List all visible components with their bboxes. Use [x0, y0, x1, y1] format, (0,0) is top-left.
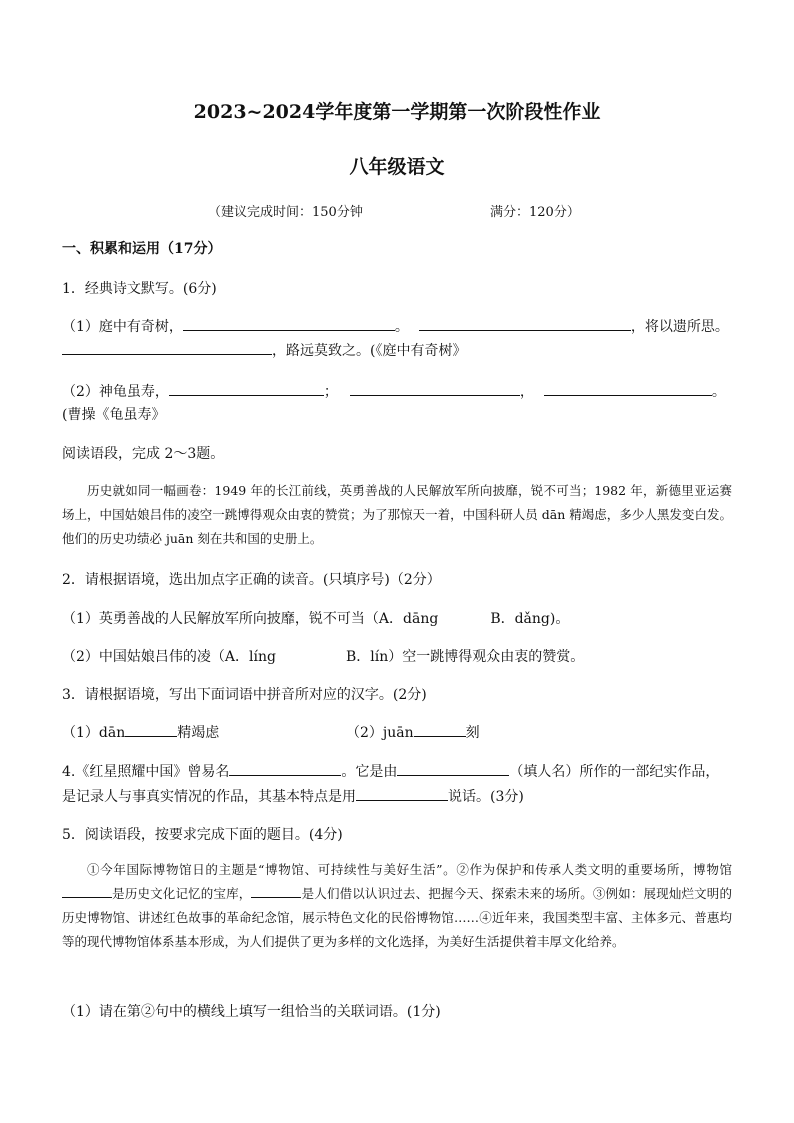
- section-heading: 一、积累和运用（17分）: [62, 241, 222, 257]
- q3-stem: 3．请根据语境，写出下面词语中拼音所对应的汉字。(2分): [62, 687, 427, 703]
- document-subtitle: 八年级语文: [349, 156, 445, 178]
- answer-blank[interactable]: [414, 722, 466, 737]
- answer-blank[interactable]: [229, 761, 341, 776]
- answer-blank[interactable]: [62, 883, 112, 898]
- q3-item-2: （2）juān 刻: [346, 722, 480, 742]
- answer-blank[interactable]: [397, 761, 509, 776]
- q5-sub-1: （1）请在第②句中的横线上填写一组恰当的关联词语。(1分): [62, 1004, 441, 1020]
- answer-blank[interactable]: [251, 883, 301, 898]
- document-title: 2023~2024学年度第一学期第一次阶段性作业: [193, 101, 601, 123]
- q2-item-2: （2）中国姑娘吕伟的凌（A．líng B．lín）空一跳博得观众由衷的赞赏。: [62, 649, 585, 665]
- q1-line-1: （1）庭中有奇树， 。 ，将以遗所思。: [62, 316, 729, 336]
- reading-prompt: 阅读语段，完成 2～3题。: [62, 446, 225, 462]
- q2-stem: 2．请根据语境，选出加点字正确的读音。(只填序号)（2分）: [62, 572, 441, 588]
- answer-blank[interactable]: [419, 316, 631, 331]
- answer-blank[interactable]: [350, 381, 520, 396]
- answer-blank[interactable]: [544, 381, 712, 396]
- answer-blank[interactable]: [356, 786, 448, 801]
- answer-blank[interactable]: [125, 722, 177, 737]
- answer-blank[interactable]: [183, 316, 395, 331]
- q1-stem: 1．经典诗文默写。(6分): [62, 281, 217, 297]
- time-info: （建议完成时间：150分钟: [208, 205, 363, 220]
- score-info: 满分：120分）: [490, 205, 580, 220]
- reading-passage: 历史就如同一幅画卷：1949 年的长江前线，英勇善战的人民解放军所向披靡，锐不可当；1982 年，新德里亚运赛场上，中国姑娘吕伟的凌空一跳博得观众由衷的赞赏；为了那惊天一着，中国科研人员 dān 精竭虑，多少人黑发变白发。他们的历史功绩必 juān 刻在共和国的史册上。: [62, 483, 732, 546]
- q2-item-1: （1）英勇善战的人民解放军所向披靡，锐不可当（A．dāng B．dǎng)。: [62, 611, 570, 627]
- q4-line-2: 是记录人与事真实情况的作品，其基本特点是用 说话。(3分): [62, 786, 524, 806]
- answer-blank[interactable]: [169, 381, 324, 396]
- q3-item-1: （1）dān 精竭虑: [62, 722, 219, 742]
- q1-line-2: ，路远莫致之。(《庭中有奇树》: [62, 340, 466, 360]
- q1-line-3: （2）神龟虽寿， ； ， 。: [62, 381, 726, 401]
- answer-blank[interactable]: [62, 340, 272, 355]
- q5-passage: ①今年国际博物馆日的主题是“博物馆、可持续性与美好生活”。②作为保护和传承人类文明的重要场所，博物馆是历史文化记忆的宝库， 是人们借以认识过去、把握今天、探索未来的场所。③例如：展现灿烂文明的历史博物馆、讲述红色故事的革命纪念馆，展示特色文化的民俗博物馆……④近年来，我国类型丰富、主体多元、普惠均等的现代博物馆体系基本形成，为人们提供了更为多样的文化选择，为美好生活提供着丰厚文化给养。: [62, 862, 732, 949]
- q1-source: (曹操《龟虽寿》: [62, 407, 166, 423]
- q5-stem: 5．阅读语段，按要求完成下面的题目。(4分): [62, 827, 343, 843]
- q4-line-1: 4.《红星照耀中国》曾易名 。它是由 （填人名）所作的一部纪实作品，: [62, 761, 719, 781]
